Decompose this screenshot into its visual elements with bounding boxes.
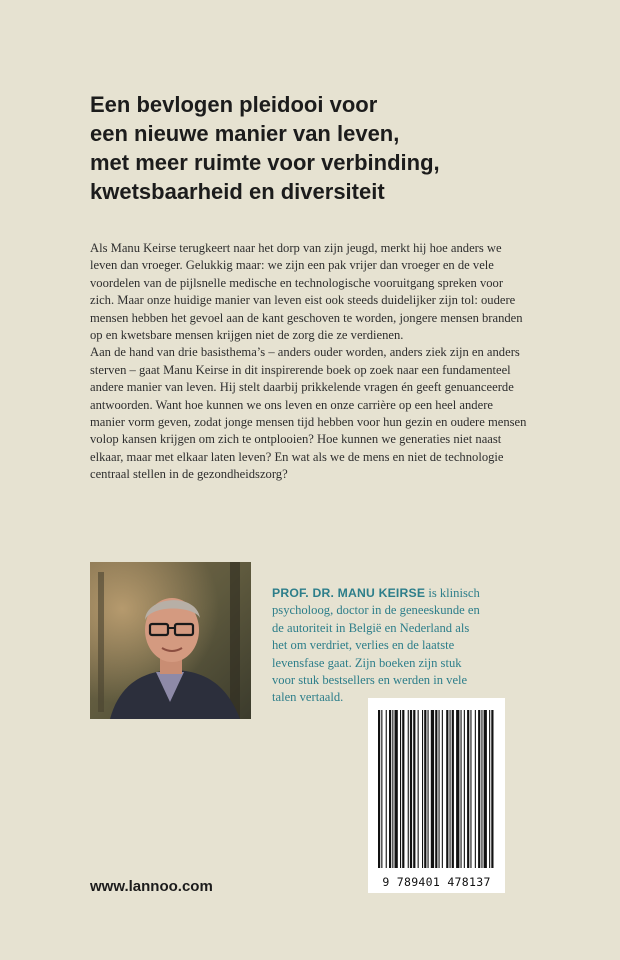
headline-line: met meer ruimte voor verbinding, <box>90 150 440 175</box>
barcode-bar <box>446 710 448 868</box>
barcode-bar <box>424 710 426 868</box>
author-bio-text: is klinisch psycholoog, doctor in de geneeskunde en de autoriteit in België en Nederland als het om verdriet, verlies en de laatste levensfase gaat. Zijn boeken zijn stuk voor stuk bestsellers en werden in vele talen vertaald. <box>272 586 480 705</box>
blurb-paragraph: Aan de hand van drie basisthema’s – anders ouder worden, anders ziek zijn en anders sterven – gaat Manu Keirse in dit inspirerende boek op zoek naar een fundamenteel andere manier van leven. Hij stelt daarbij prikkelende vragen én geeft genuanceerde antwoorden. Want hoe kunnen we ons leven en onze carrière op een heel andere manier vorm geven, zodat jonge mensen tijd hebben voor hun gezin en oudere mensen volop kansen krijgen om zich te ontplooien? Hoe kunnen we generaties niet naast elkaar, maar met elkaar laten leven? En wat als we de mens en niet de technologie centraal stellen in de gezondheidszorg? <box>90 345 527 482</box>
barcode-bar <box>422 710 423 868</box>
barcode-bar <box>450 710 451 868</box>
barcode-bar <box>478 710 480 868</box>
barcode-bar <box>439 710 440 868</box>
barcode <box>368 698 505 893</box>
barcode-bar <box>413 710 415 868</box>
barcode-bar <box>395 710 398 868</box>
headline-line: Een bevlogen pleidooi voor <box>90 92 378 117</box>
blurb-paragraph: Als Manu Keirse terugkeert naar het dorp van zijn jeugd, merkt hij hoe anders we leven dan vroeger. Gelukkig maar: we zijn een pak vrijer dan vroeger en de vele voordelen van de pijlsnelle medische en technologische vooruitgang spreken voor zich. Maar onze huidige manier van leven eist ook steeds duidelijker zijn tol: oudere mensen hebben het gevoel aan de kant geschoven te worden, jongere mensen branden op en kwetsbare mensen krijgen niet de zorg die ze verdienen. <box>90 241 523 343</box>
barcode-bar <box>435 710 437 868</box>
barcode-bar <box>452 710 454 868</box>
barcode-bar <box>491 710 493 868</box>
barcode-bar <box>402 710 404 868</box>
headline-line: een nieuwe manier van leven, <box>90 121 400 146</box>
blurb <box>90 240 530 484</box>
barcode-bar <box>484 710 487 868</box>
barcode-bar <box>389 710 391 868</box>
barcode-bar <box>461 710 462 868</box>
author-name: PROF. DR. MANU KEIRSE <box>272 586 426 600</box>
headline-line: kwetsbaarheid en diversiteit <box>90 179 385 204</box>
barcode-bar <box>470 710 471 868</box>
headline <box>90 90 570 206</box>
author-portrait-icon <box>90 562 251 719</box>
isbn-number: 9 789401 478137 <box>382 875 491 889</box>
barcode-bar <box>428 710 429 868</box>
barcode-bar <box>410 710 412 868</box>
publisher-website[interactable]: www.lannoo.com <box>90 878 213 895</box>
barcode-bar <box>456 710 459 868</box>
barcode-bar <box>467 710 469 868</box>
barcode-bar <box>381 710 382 868</box>
barcode-bar <box>442 710 443 868</box>
barcode-bar <box>386 710 387 868</box>
barcode-bar <box>464 710 465 868</box>
barcode-bar <box>481 710 482 868</box>
author-photo <box>90 562 251 719</box>
barcode-bar <box>378 710 380 868</box>
barcode-bar <box>431 710 434 868</box>
barcode-icon <box>368 698 505 873</box>
barcode-bar <box>489 710 490 868</box>
barcode-bar <box>475 710 476 868</box>
barcode-bar <box>408 710 409 868</box>
barcode-bar <box>418 710 419 868</box>
barcode-bar <box>400 710 401 868</box>
barcode-bar <box>392 710 393 868</box>
author-bio <box>272 585 482 707</box>
